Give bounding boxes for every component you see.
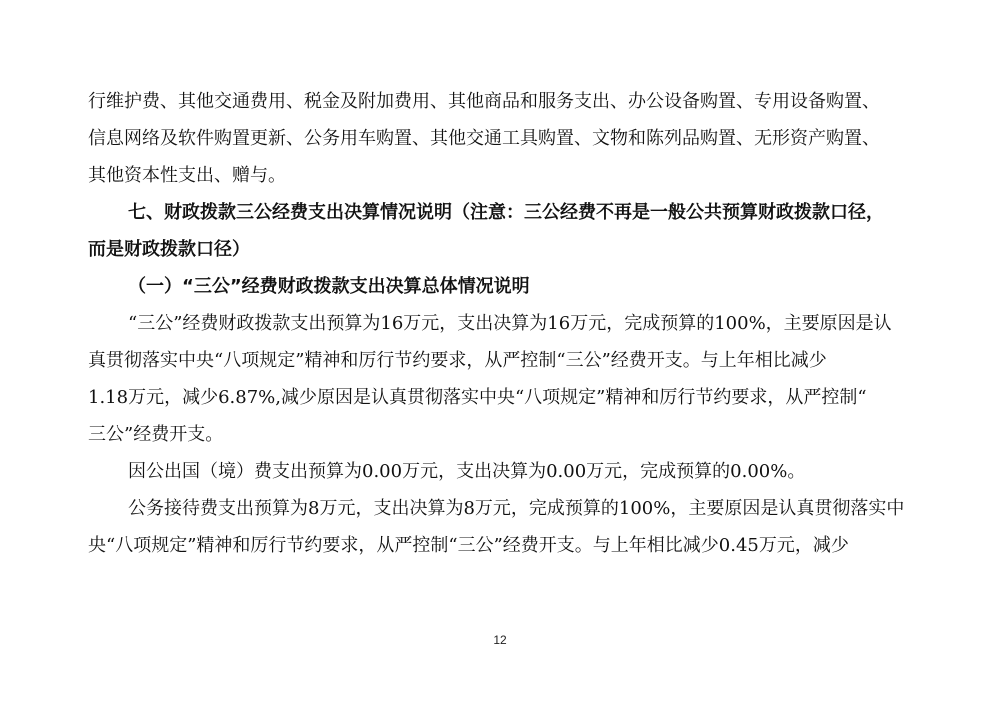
document-body: [88, 83, 918, 564]
body-text-line: 因公出国（境）费支出预算为0.00万元，支出决算为0.00万元，完成预算的0.00%。: [128, 461, 806, 482]
body-text-line: 其他资本性支出、赠与。: [88, 165, 286, 186]
body-text-line: “三公”经费财政拨款支出预算为16万元，支出决算为16万元，完成预算的100%，主要原因是认: [128, 313, 892, 334]
body-text-line: 行维护费、其他交通费用、税金及附加费用、其他商品和服务支出、办公设备购置、专用设备购置、: [88, 91, 880, 112]
body-text-line: 1.18万元，减少6.87%,减少原因是认真贯彻落实中央“八项规定”精神和厉行节约要求，从严控制“: [88, 387, 867, 408]
section-heading-continued: 而是财政拨款口径）: [88, 239, 250, 260]
page-number: 12: [493, 633, 507, 647]
body-text-line: 真贯彻落实中央“八项规定”精神和厉行节约要求，从严控制“三公”经费开支。与上年相比减少: [88, 350, 827, 371]
body-text-line: 央“八项规定”精神和厉行节约要求，从严控制“三公”经费开支。与上年相比减少0.45万元，减少: [88, 535, 849, 556]
subsection-heading: （一）“三公”经费财政拨款支出决算总体情况说明: [128, 276, 530, 297]
body-text-line: 公务接待费支出预算为8万元，支出决算为8万元，完成预算的100%，主要原因是认真贯彻落实中: [128, 498, 905, 519]
section-heading: 七、财政拨款三公经费支出决算情况说明（注意：三公经费不再是一般公共预算财政拨款口径，: [128, 202, 884, 223]
body-text-line: 三公”经费开支。: [88, 424, 224, 445]
body-text-line: 信息网络及软件购置更新、公务用车购置、其他交通工具购置、文物和陈列品购置、无形资产购置、: [88, 128, 880, 149]
